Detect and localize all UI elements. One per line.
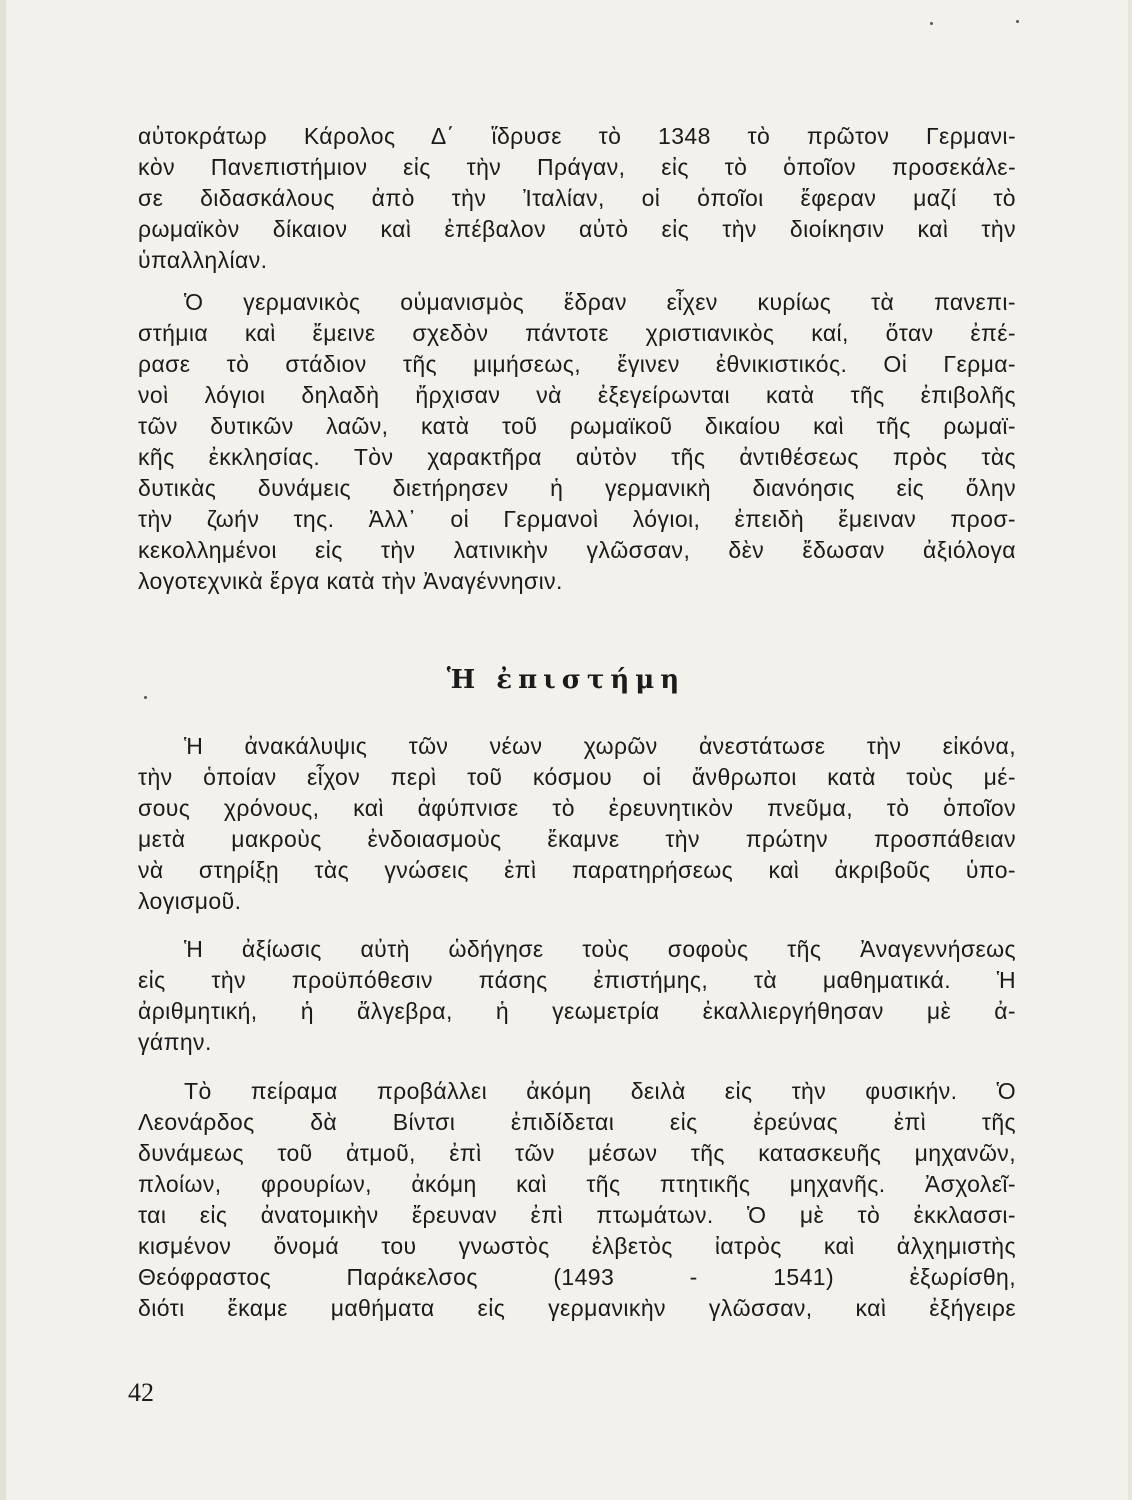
text-line: στήμια καὶ ἔμεινε σχεδὸν πάντοτε χριστιανικὸς καί, ὅταν ἐπέ- (138, 320, 1016, 346)
text-line: ὑπαλληλίαν. (138, 247, 268, 273)
section-heading: Ἡ ἐπιστήμη (446, 665, 686, 695)
paragraph-1 (138, 121, 1016, 276)
text-line: νὰ στηρίξῃ τὰς γνώσεις ἐπὶ παρατηρήσεως καὶ ἀκριβοῦς ὑπο- (138, 857, 1016, 883)
text-line: σους χρόνους, καὶ ἀφύπνισε τὸ ἐρευνητικὸν πνεῦμα, τὸ ὁποῖον (138, 795, 1016, 821)
text-line: πλοίων, φρουρίων, ἀκόμη καὶ τῆς πτητικῆς μηχανῆς. Ἀσχολεῖ- (138, 1171, 1016, 1197)
text-line: κισμένον ὄνομά του γνωστὸς ἐλβετὸς ἰατρὸς καὶ ἀλχημιστὴς (138, 1233, 1016, 1259)
text-line: ρωμαϊκὸν δίκαιον καὶ ἐπέβαλον αὐτὸ εἰς τὴν διοίκησιν καὶ τὴν (138, 216, 1016, 242)
text-line: λογισμοῦ. (138, 888, 242, 914)
text-line: τὴν ὁποίαν εἶχον περὶ τοῦ κόσμου οἱ ἄνθρωποι κατὰ τοὺς μέ- (138, 764, 1016, 790)
text-line: λογοτεχνικὰ ἔργα κατὰ τὴν Ἀναγέννησιν. (138, 568, 563, 594)
text-line: Λεονάρδος δὰ Βίντσι ἐπιδίδεται εἰς ἐρεύνας ἐπὶ τῆς (138, 1109, 1016, 1135)
text-line: εἰς τὴν προϋπόθεσιν πάσης ἐπιστήμης, τὰ μαθηματικά. Ἡ (138, 967, 1016, 993)
text-line: αὐτοκράτωρ Κάρολος Δ΄ ἵδρυσε τὸ 1348 τὸ πρῶτον Γερμανι- (138, 123, 1016, 149)
paper-speck (930, 22, 933, 25)
text-line: Ἡ ἀξίωσις αὐτὴ ὡδήγησε τοὺς σοφοὺς τῆς Ἀναγεννήσεως (184, 936, 1016, 962)
text-line: μετὰ μακροὺς ἐνδοιασμοὺς ἔκαμνε τὴν πρώτην προσπάθειαν (138, 826, 1016, 852)
text-line: σε διδασκάλους ἀπὸ τὴν Ἰταλίαν, οἱ ὁποῖοι ἔφεραν μαζί τὸ (138, 185, 1016, 211)
text-line: δυτικὰς δυνάμεις διετήρησεν ἡ γερμανικὴ διανόησις εἰς ὅλην (138, 475, 1016, 501)
text-line: Ἡ ἀνακάλυψις τῶν νέων χωρῶν ἀνεστάτωσε τὴν εἰκόνα, (184, 733, 1016, 759)
paragraph-5 (138, 1076, 1016, 1324)
text-line: Ὁ γερμανικὸς οὑμανισμὸς ἕδραν εἶχεν κυρίως τὰ πανεπι- (184, 289, 1016, 315)
text-line: κῆς ἐκκλησίας. Τὸν χαρακτῆρα αὐτὸν τῆς ἀντιθέσεως πρὸς τὰς (138, 444, 1016, 470)
paragraph-4 (138, 934, 1016, 1058)
text-line: κὸν Πανεπιστήμιον εἰς τὴν Πράγαν, εἰς τὸ ὁποῖον προσεκάλε- (138, 154, 1016, 180)
text-line: διότι ἔκαμε μαθήματα εἰς γερμανικὴν γλῶσσαν, καὶ ἐξήγειρε (138, 1295, 1016, 1321)
paper-speck (144, 696, 147, 699)
paper-speck (1016, 20, 1019, 23)
page-number: 42 (128, 1378, 154, 1407)
text-line: τῶν δυτικῶν λαῶν, κατὰ τοῦ ρωμαϊκοῦ δικαίου καὶ τῆς ρωμαϊ- (138, 413, 1016, 439)
text-line: Θεόφραστος Παράκελσος (1493 - 1541) ἐξωρίσθη, (138, 1264, 1016, 1290)
text-line: κεκολλημένοι εἰς τὴν λατινικὴν γλῶσσαν, δὲν ἔδωσαν ἀξιόλογα (138, 537, 1016, 563)
paragraph-2 (138, 287, 1016, 597)
text-line: ρασε τὸ στάδιον τῆς μιμήσεως, ἔγινεν ἐθνικιστικός. Οἱ Γερμα- (138, 351, 1016, 377)
text-line: νοὶ λόγιοι δηλαδὴ ἤρχισαν νὰ ἐξεγείρωνται κατὰ τῆς ἐπιβολῆς (138, 382, 1016, 408)
text-line: τὴν ζωήν της. Ἀλλ᾽ οἱ Γερμανοὶ λόγιοι, ἐπειδὴ ἔμειναν προσ- (138, 506, 1016, 532)
text-line: γάπην. (138, 1029, 212, 1055)
text-line: δυνάμεως τοῦ ἀτμοῦ, ἐπὶ τῶν μέσων τῆς κατασκευῆς μηχανῶν, (138, 1140, 1016, 1166)
text-line: Τὸ πείραμα προβάλλει ἀκόμη δειλὰ εἰς τὴν φυσικήν. Ὁ (184, 1078, 1016, 1104)
text-line: ἀριθμητική, ἡ ἄλγεβρα, ἡ γεωμετρία ἐκαλλιεργήθησαν μὲ ἀ- (138, 998, 1016, 1024)
text-line: ται εἰς ἀνατομικὴν ἔρευναν ἐπὶ πτωμάτων. Ὁ μὲ τὸ ἐκκλασσι- (138, 1202, 1016, 1228)
paragraph-3 (138, 731, 1016, 917)
